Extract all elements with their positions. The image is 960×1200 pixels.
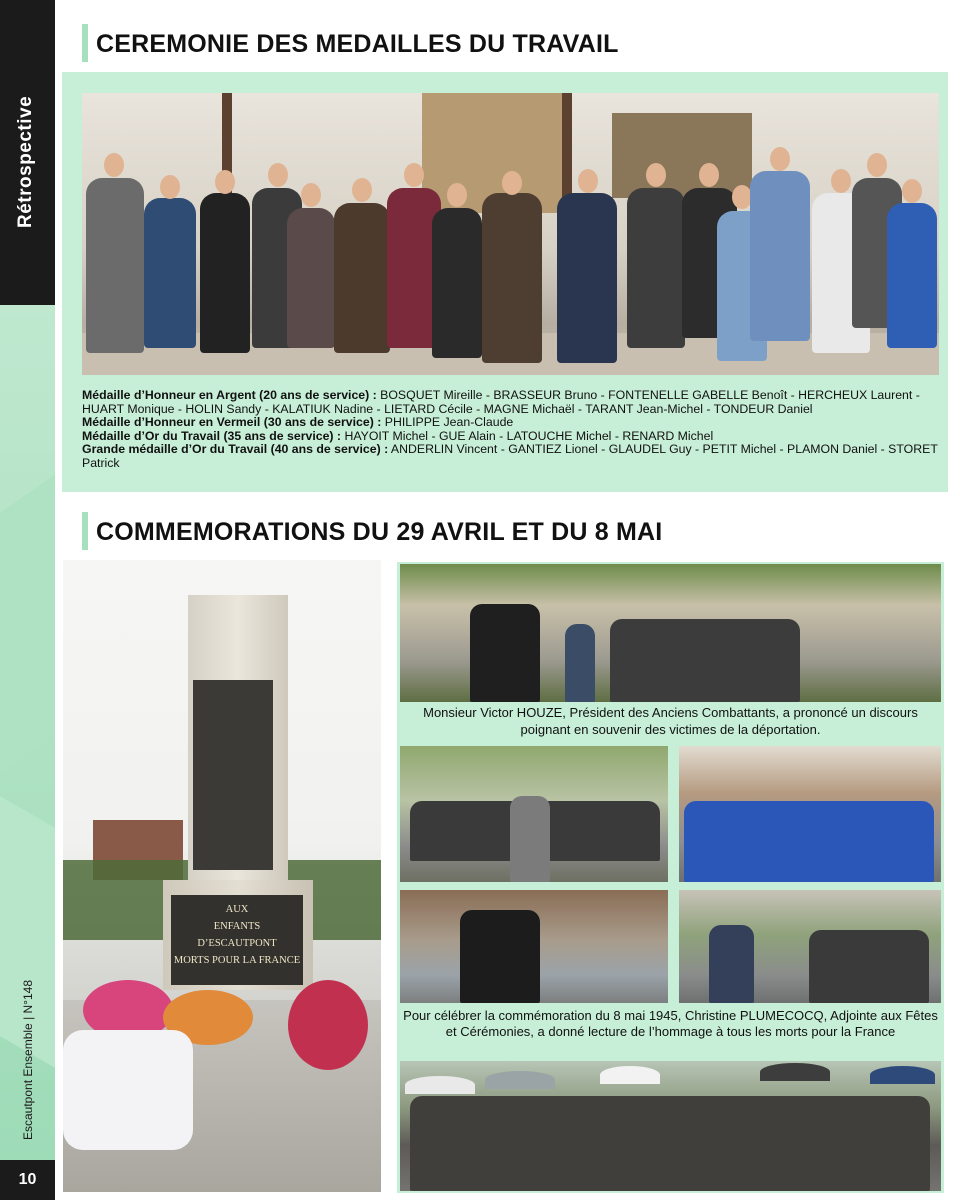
rainy-ceremony-photo [400, 1061, 941, 1191]
section-rubric: Rétrospective [15, 95, 36, 228]
memorial-inscription: AUX ENFANTS D’ESCAUTPONT MORTS POUR LA FRANCE [171, 895, 303, 985]
award-silver: Médaille d’Honneur en Argent (20 ans de service) : BOSQUET Mireille - BRASSEUR Bruno - FONTENELLE GABELLE Benoît - HERCHEUX Laurent - HUART Monique - HOLIN Sandy - KALATIUK Nadine - LIETARD Cécile - MAGNE Michaël - TARANT Jean-Michel - TONDEUR Daniel [82, 388, 920, 416]
award-vermeil: Médaille d’Honneur en Vermeil (30 ans de service) : PHILIPPE Jean-Claude [82, 415, 514, 429]
magazine-name: Escautpont Ensemble | N°148 [21, 979, 35, 1140]
memorial-gathering-photo [679, 890, 941, 1003]
award-gold: Médaille d’Or du Travail (35 ans de service) : HAYOIT Michel - GUE Alain - LATOUCHE Michel - RENARD Michel [82, 428, 714, 443]
award-grand-gold: Grande médaille d’Or du Travail (40 ans de service) : ANDERLIN Vincent - GANTIEZ Lionel - GLAUDEL Guy - PETIT Michel - PLAMON Daniel - STORET Patrick [82, 442, 938, 470]
caption-tribute: Pour célébrer la commémoration du 8 mai 1945, Christine PLUMECOCQ, Adjointe aux Fêtes et Cérémonies, a donné lecture de l’hommage à tous les morts pour la France [403, 1008, 938, 1039]
group-photo [82, 93, 939, 375]
page-number: 10 [18, 1171, 37, 1188]
ceremony-crowd-photo [400, 746, 668, 882]
youth-group-photo [679, 746, 941, 882]
caption-speech: Monsieur Victor HOUZE, Président des Anciens Combattants, a prononcé un discours poignant en souvenir des victimes de la déportation. [423, 705, 918, 737]
medals-list [82, 389, 942, 470]
ceremony-speech-photo [400, 564, 941, 702]
tribute-reading-photo [400, 890, 668, 1003]
section-title-medals: CEREMONIE DES MEDAILLES DU TRAVAIL [82, 24, 619, 62]
war-memorial-photo [63, 560, 381, 1192]
section-title-commemorations: COMMEMORATIONS DU 29 AVRIL ET DU 8 MAI [82, 512, 662, 550]
